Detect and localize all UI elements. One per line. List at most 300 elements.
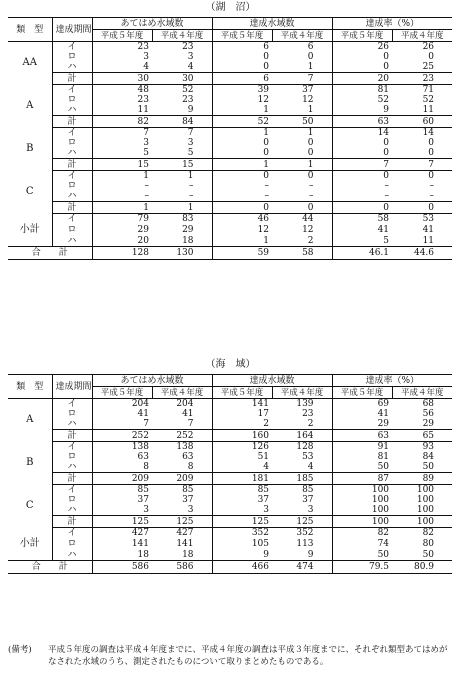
value-cell: 128 [296, 442, 314, 452]
header-row [8, 18, 452, 30]
category-cell: C [25, 186, 34, 197]
period-cell: 計 [52, 430, 92, 442]
value-cell: 51 [212, 452, 272, 462]
value-cell: 125 [212, 516, 272, 528]
period-cell: ロ [52, 495, 92, 505]
value-cell: 85 [182, 485, 194, 495]
value-cell: 7 [392, 159, 452, 171]
value-cell: 79.5 [332, 561, 392, 574]
value-cell: 15 [152, 159, 212, 171]
value-cell: 18 [182, 235, 194, 246]
value-cell: 586 [92, 561, 152, 574]
column-header-year: 平成５年度 [332, 387, 392, 399]
column-header-achieved: 達成水域数 [212, 375, 332, 387]
value-cell: 20 [92, 236, 152, 247]
category-cell: B [26, 143, 34, 154]
value-cell: 29 [422, 419, 435, 429]
value-cell: 0 [212, 202, 272, 214]
remarks-text: 平成５年度の調査は平成４年度までに、平成４年度の調査は平成３年度までに、それぞれ類型あてはめがなされた水域のうち、測定されたものについて取りまとめたものである。 [48, 645, 448, 667]
value-cell: 1 [307, 105, 314, 115]
value-cell: 52 [422, 95, 435, 105]
period-cell: 計 [52, 202, 92, 214]
period-cell: イ [52, 128, 92, 139]
value-cell: 23 [92, 42, 152, 53]
value-cell: 7 [332, 159, 392, 171]
value-cell: 126 [212, 442, 272, 453]
value-cell: 1 [212, 105, 272, 116]
value-cell: 7 [92, 419, 152, 430]
grand-total-row [8, 247, 452, 260]
table-row [8, 85, 452, 96]
value-cell: 29 [92, 225, 152, 236]
period-cell: ハ [52, 148, 92, 159]
value-cell: 37 [182, 495, 194, 505]
value-cell: 138 [92, 442, 152, 453]
value-cell: 18 [182, 549, 194, 560]
value-cell: 141 [176, 539, 194, 549]
column-header-year: 平成４年度 [392, 30, 452, 42]
column-header-designated: あてはめ水域数 [92, 375, 212, 387]
value-cell: 37 [92, 495, 152, 505]
table-row [8, 442, 452, 453]
value-cell: 50 [272, 116, 332, 128]
value-cell: 0 [332, 202, 392, 214]
value-cell: – [429, 181, 435, 191]
column-header-year: 平成５年度 [212, 30, 272, 42]
value-cell: 5 [332, 236, 392, 247]
value-cell: 63 [92, 452, 152, 462]
value-cell: 138 [176, 442, 194, 452]
value-cell: 0 [307, 138, 314, 148]
column-header-period: 達成期間 [52, 18, 92, 42]
period-cell: ハ [52, 236, 92, 247]
value-cell: 37 [212, 495, 272, 505]
value-cell: 11 [422, 105, 435, 115]
value-cell: 82 [332, 528, 392, 539]
value-cell: 85 [212, 485, 272, 496]
period-cell: ハ [52, 191, 92, 202]
value-cell: 30 [152, 73, 212, 85]
column-header-year: 平成４年度 [152, 30, 212, 42]
period-cell: ロ [52, 539, 92, 550]
value-cell: 12 [302, 95, 314, 105]
value-cell: 58 [272, 247, 332, 260]
subtotal-row [8, 430, 452, 442]
value-cell: 4 [212, 462, 272, 473]
period-cell: イ [52, 42, 92, 53]
value-cell: 185 [272, 473, 332, 485]
value-cell: 9 [212, 550, 272, 561]
value-cell: 1 [307, 62, 314, 72]
table-row [8, 452, 452, 462]
value-cell: 91 [332, 442, 392, 453]
value-cell: 6 [212, 73, 272, 85]
value-cell: 474 [272, 561, 332, 574]
value-cell: 1 [212, 236, 272, 247]
value-cell: 130 [152, 247, 212, 260]
column-header-year: 平成５年度 [212, 387, 272, 399]
value-cell: 1 [92, 202, 152, 214]
grand-total-label: 合 計 [8, 561, 92, 574]
value-cell: 15 [92, 159, 152, 171]
value-cell: 3 [212, 505, 272, 516]
column-header-period: 達成期間 [52, 375, 92, 399]
value-cell: 2 [307, 235, 314, 246]
sea-section-title: （海 域） [205, 359, 256, 370]
value-cell: 0 [307, 148, 314, 158]
value-cell: 12 [212, 225, 272, 236]
value-cell: 1 [272, 159, 332, 171]
value-cell: 6 [307, 42, 314, 52]
value-cell: 89 [392, 473, 452, 485]
value-cell: 0 [212, 62, 272, 73]
value-cell: 68 [422, 399, 435, 409]
period-cell: イ [52, 528, 92, 539]
value-cell: 41 [422, 225, 435, 235]
table-row [8, 214, 452, 225]
column-header-designated: あてはめ水域数 [92, 18, 212, 30]
table-row [8, 171, 452, 182]
value-cell: 0 [428, 148, 435, 158]
value-cell: 0 [307, 52, 314, 62]
value-cell: 25 [422, 62, 435, 72]
period-cell: イ [52, 485, 92, 496]
period-cell: ハ [52, 62, 92, 73]
value-cell: 20 [332, 73, 392, 85]
value-cell: – [212, 191, 272, 202]
value-cell: 69 [332, 399, 392, 410]
subtotal-row [8, 116, 452, 128]
value-cell: 12 [212, 95, 272, 105]
value-cell: 8 [187, 462, 194, 472]
value-cell: 65 [392, 430, 452, 442]
value-cell: 0 [212, 171, 272, 182]
subtotal-row [8, 473, 452, 485]
value-cell: 0 [212, 148, 272, 159]
period-cell: 計 [52, 473, 92, 485]
column-header-year: 平成５年度 [92, 30, 152, 42]
table-row [8, 62, 452, 73]
column-header-year: 平成４年度 [272, 30, 332, 42]
value-cell: 84 [152, 116, 212, 128]
value-cell: 53 [302, 452, 314, 462]
value-cell: 100 [332, 516, 392, 528]
period-cell: 計 [52, 516, 92, 528]
value-cell: 160 [212, 430, 272, 442]
value-cell: 39 [212, 85, 272, 96]
value-cell: 0 [332, 62, 392, 73]
value-cell: 81 [332, 85, 392, 96]
subtotal-row [8, 159, 452, 171]
subtotal-row [8, 202, 452, 214]
value-cell: 23 [302, 409, 314, 419]
period-cell: ハ [52, 105, 92, 116]
value-cell: 12 [302, 225, 314, 235]
value-cell: 71 [422, 85, 435, 95]
value-cell: 3 [187, 138, 194, 148]
value-cell: 3 [92, 505, 152, 516]
period-cell: ロ [52, 225, 92, 236]
value-cell: – [309, 181, 314, 191]
value-cell: 84 [422, 452, 435, 462]
category-cell: AA [22, 57, 37, 69]
value-cell: 2 [212, 419, 272, 430]
value-cell: 204 [176, 399, 194, 409]
table-row [8, 42, 452, 53]
period-cell: ロ [52, 95, 92, 105]
value-cell: 37 [302, 85, 314, 95]
category-cell: 小計 [19, 223, 40, 235]
value-cell: 125 [152, 516, 212, 528]
table-row [8, 95, 452, 105]
value-cell: 41 [182, 409, 194, 419]
value-cell: 0 [332, 52, 392, 62]
table-row [8, 236, 452, 247]
value-cell: – [332, 181, 392, 191]
value-cell: 0 [307, 171, 314, 181]
period-cell: イ [52, 85, 92, 96]
value-cell: 0 [212, 52, 272, 62]
value-cell: 1 [307, 128, 314, 138]
period-cell: ロ [52, 52, 92, 62]
column-header-year: 平成４年度 [392, 387, 452, 399]
value-cell: 0 [392, 202, 452, 214]
lakes-section-title: （湖 沼） [205, 2, 256, 13]
value-cell: 52 [182, 85, 194, 95]
value-cell: 80 [422, 539, 435, 549]
period-cell: イ [52, 214, 92, 225]
period-cell: イ [52, 171, 92, 182]
value-cell: 100 [416, 505, 435, 515]
value-cell: 52 [212, 116, 272, 128]
column-header-category: 類 型 [8, 375, 52, 399]
table-row [8, 128, 452, 139]
period-cell: ハ [52, 462, 92, 473]
value-cell: 141 [92, 539, 152, 550]
value-cell: 0 [428, 138, 435, 148]
value-cell: 82 [92, 116, 152, 128]
value-cell: 113 [296, 539, 314, 549]
value-cell: 41 [332, 409, 392, 419]
value-cell: 427 [176, 528, 194, 539]
value-cell: 141 [212, 399, 272, 410]
table-row [8, 550, 452, 561]
value-cell: 37 [302, 495, 314, 505]
value-cell: 252 [152, 430, 212, 442]
table-row [8, 105, 452, 116]
value-cell: 53 [422, 214, 435, 225]
category-cell: B [26, 457, 34, 468]
column-header-category: 類 型 [8, 18, 52, 42]
period-cell: ハ [52, 550, 92, 561]
value-cell: 0 [428, 171, 435, 181]
value-cell: 7 [187, 419, 194, 429]
value-cell: 29 [182, 225, 194, 235]
value-cell: 1 [212, 128, 272, 139]
sea-table [8, 374, 452, 574]
value-cell: 23 [92, 95, 152, 105]
value-cell: – [189, 181, 194, 191]
value-cell: 83 [182, 214, 194, 225]
category-cell: 小計 [19, 537, 40, 549]
value-cell: 0 [332, 138, 392, 148]
value-cell: 352 [296, 528, 314, 539]
value-cell: 3 [307, 505, 314, 515]
table-row [8, 462, 452, 473]
value-cell: 81 [332, 452, 392, 462]
value-cell: 63 [332, 116, 392, 128]
value-cell: 100 [416, 485, 435, 495]
table-row [8, 191, 452, 202]
table-row [8, 528, 452, 539]
value-cell: 3 [187, 52, 194, 62]
value-cell: 0 [272, 202, 332, 214]
table-row [8, 485, 452, 496]
column-header-year: 平成４年度 [272, 387, 332, 399]
value-cell: 0 [332, 148, 392, 159]
value-cell: 466 [212, 561, 272, 574]
value-cell: 56 [422, 409, 435, 419]
value-cell: 1 [187, 171, 194, 181]
value-cell: 105 [212, 539, 272, 550]
value-cell: 26 [422, 42, 435, 52]
category-cell: A [26, 414, 34, 426]
value-cell: 6 [212, 42, 272, 53]
value-cell: 427 [92, 528, 152, 539]
lakes-table [8, 17, 452, 260]
period-cell: ロ [52, 409, 92, 419]
value-cell: 586 [152, 561, 212, 574]
table-row [8, 225, 452, 236]
value-cell: 63 [182, 452, 194, 462]
value-cell: 204 [92, 399, 152, 410]
value-cell: 14 [332, 128, 392, 139]
value-cell: 0 [332, 171, 392, 182]
table-row [8, 181, 452, 191]
value-cell: 5 [92, 148, 152, 159]
value-cell: 5 [187, 148, 194, 158]
value-cell: – [92, 191, 152, 202]
value-cell: 18 [92, 550, 152, 561]
value-cell: 85 [302, 485, 314, 495]
table-row [8, 505, 452, 516]
value-cell: 63 [332, 430, 392, 442]
value-cell: 50 [332, 550, 392, 561]
period-cell: イ [52, 399, 92, 410]
value-cell: 100 [332, 495, 392, 505]
lakes-table-body [8, 18, 452, 260]
value-cell: 17 [212, 409, 272, 419]
value-cell: 50 [422, 462, 435, 472]
table-row [8, 138, 452, 148]
grand-total-label: 合 計 [8, 247, 92, 260]
value-cell: 23 [182, 95, 194, 105]
table-row [8, 419, 452, 430]
value-cell: 181 [212, 473, 272, 485]
value-cell: – [309, 191, 314, 201]
value-cell: 11 [92, 105, 152, 116]
value-cell: 100 [392, 516, 452, 528]
value-cell: 44.6 [392, 247, 452, 260]
category-cell: A [26, 100, 34, 111]
value-cell: – [332, 191, 392, 202]
value-cell: – [429, 191, 435, 201]
period-cell: 計 [52, 159, 92, 171]
value-cell: 7 [272, 73, 332, 85]
value-cell: 82 [422, 528, 435, 539]
value-cell: 1 [152, 202, 212, 214]
value-cell: 85 [92, 485, 152, 496]
period-cell: ハ [52, 505, 92, 516]
value-cell: 11 [422, 235, 435, 246]
value-cell: 125 [92, 516, 152, 528]
value-cell: 60 [392, 116, 452, 128]
value-cell: 1 [92, 171, 152, 182]
value-cell: 2 [307, 419, 314, 429]
value-cell: 29 [332, 419, 392, 430]
value-cell: 8 [92, 462, 152, 473]
value-cell: 79 [92, 214, 152, 225]
value-cell: 3 [92, 138, 152, 148]
value-cell: 0 [428, 52, 435, 62]
value-cell: 7 [92, 128, 152, 139]
value-cell: 80.9 [392, 561, 452, 574]
table-row [8, 148, 452, 159]
value-cell: 352 [212, 528, 272, 539]
value-cell: 9 [307, 549, 314, 560]
value-cell: 59 [212, 247, 272, 260]
value-cell: 209 [152, 473, 212, 485]
period-cell: ロ [52, 181, 92, 191]
sea-table-body [8, 375, 452, 574]
remarks-label: (備考) [8, 645, 32, 655]
period-cell: イ [52, 442, 92, 453]
period-cell: ロ [52, 452, 92, 462]
value-cell: 87 [332, 473, 392, 485]
column-header-rate: 達成率（%） [332, 375, 452, 387]
header-row [8, 375, 452, 387]
value-cell: 58 [332, 214, 392, 225]
category-cell: C [25, 500, 34, 511]
value-cell: 100 [332, 505, 392, 516]
column-header-rate: 達成率（%） [332, 18, 452, 30]
column-header-year: 平成４年度 [152, 387, 212, 399]
value-cell: 23 [182, 42, 194, 52]
table-row [8, 495, 452, 505]
period-cell: ハ [52, 419, 92, 430]
value-cell: 0 [212, 138, 272, 148]
value-cell: 41 [92, 409, 152, 419]
value-cell: – [92, 181, 152, 191]
value-cell: 46 [212, 214, 272, 225]
value-cell: 44 [302, 214, 314, 225]
value-cell: 7 [187, 128, 194, 138]
value-cell: 100 [416, 495, 435, 505]
value-cell: 209 [92, 473, 152, 485]
subtotal-row [8, 73, 452, 85]
value-cell: 3 [92, 52, 152, 62]
value-cell: 125 [272, 516, 332, 528]
grand-total-row [8, 561, 452, 574]
value-cell: 50 [332, 462, 392, 473]
value-cell: – [189, 191, 194, 201]
value-cell: 41 [332, 225, 392, 236]
value-cell: 74 [332, 539, 392, 550]
value-cell: 139 [296, 399, 314, 409]
table-row [8, 52, 452, 62]
value-cell: 9 [187, 105, 194, 115]
value-cell: 93 [422, 442, 435, 452]
